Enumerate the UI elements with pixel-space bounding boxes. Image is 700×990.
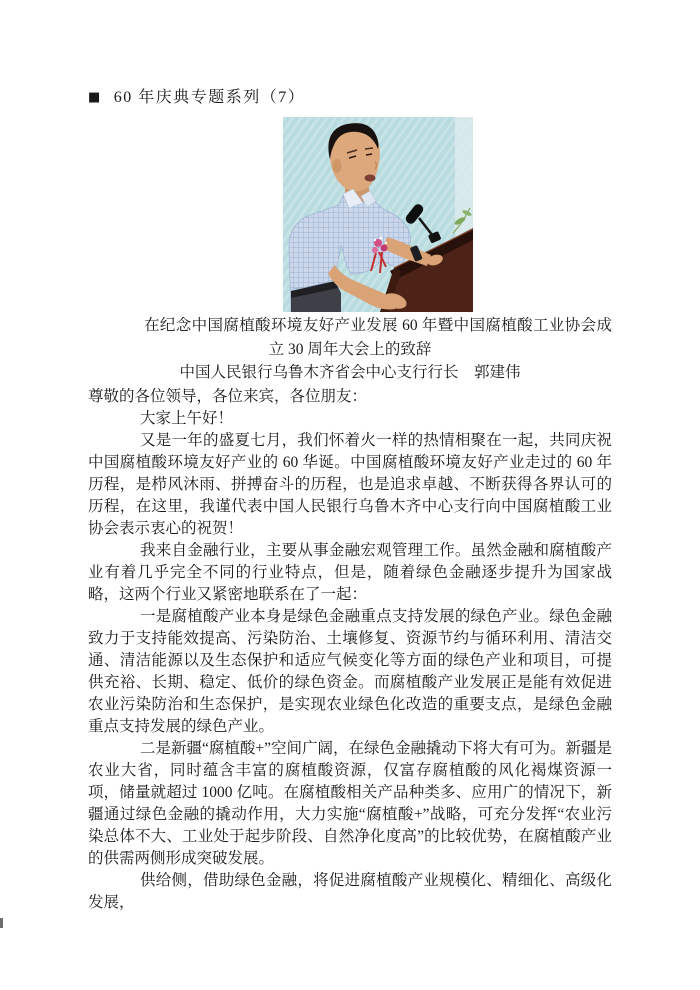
speaker-at-podium-photo xyxy=(283,117,473,312)
ear xyxy=(333,159,342,173)
paragraph-3: 我来自金融行业，主要从事金融宏观管理工作。虽然金融和腐植酸产业有着几乎完全不同的行业特点，但是，随着绿色金融逐步提升为国家战略，这两个行业又紧密地联系在了一起： xyxy=(88,542,612,603)
paragraph-1: 大家上午好！ xyxy=(140,410,234,427)
scan-artifact-mark xyxy=(0,918,3,928)
speech-title: 在纪念中国腐植酸环境友好产业发展 60 年暨中国腐植酸工业协会成立 30 周年大会上的致辞 xyxy=(144,317,612,358)
paragraph-4: 一是腐植酸产业本身是绿色金融重点支持发展的绿色产业。绿色金融致力于支持能效提高、污染防治、土壤修复、资源节约与循环利用、清洁交通、清洁能源以及生态保护和适应气候变化等方面的绿色产业和项目，可提供充裕、长期、稳定、低价的绿色资金。而腐植酸产业发展正是能有效促进农业污染防治和生态保护，是实现农业绿色化改造的重要支点，是绿色金融重点支持发展的绿色产业。 xyxy=(88,608,612,735)
section-title: 60 年庆典专题系列（7） xyxy=(113,89,306,106)
paragraph-2: 又是一年的盛夏七月，我们怀着火一样的热情相聚在一起，共同庆祝中国腐植酸环境友好产业的 60 华诞。中国腐植酸环境友好产业走过的 60 年历程，是栉风沐雨、拼搏奋斗的历程，也是追求卓越、不断获得各界认可的历程，在这里，我谨代表中国人民银行乌鲁木齐中心支行向中国腐植酸工业协会表示衷心的祝贺！ xyxy=(88,432,612,537)
section-header xyxy=(88,84,305,107)
open-mouth xyxy=(365,175,376,182)
paragraph-6: 供给侧，借助绿色金融，将促进腐植酸产业规模化、精细化、高级化发展， xyxy=(88,872,612,911)
speech-body xyxy=(88,386,612,914)
square-bullet-icon: ■ xyxy=(88,90,102,105)
speech-speaker: 中国人民银行乌鲁木齐省会中心支行行长 郭建伟 xyxy=(179,364,521,381)
salutation-line: 尊敬的各位领导，各位来宾，各位朋友： xyxy=(88,388,368,405)
paragraph-5: 二是新疆“腐植酸+”空间广阔，在绿色金融撬动下将大有可为。新疆是农业大省，同时蕴含丰富的腐植酸资源，仅富存腐植酸的风化褐煤资源一项，储量就超过 1000 亿吨。在腐植酸相关产品种类多、应用广的情况下，新疆通过绿色金融的撬动作用，大力实施“腐植酸+”战略，可充分发挥“农业污染总体不大、工业处于起步阶段、自然净化度高”的比较优势，在腐植酸产业的供需两侧形成突破发展。 xyxy=(88,740,613,867)
